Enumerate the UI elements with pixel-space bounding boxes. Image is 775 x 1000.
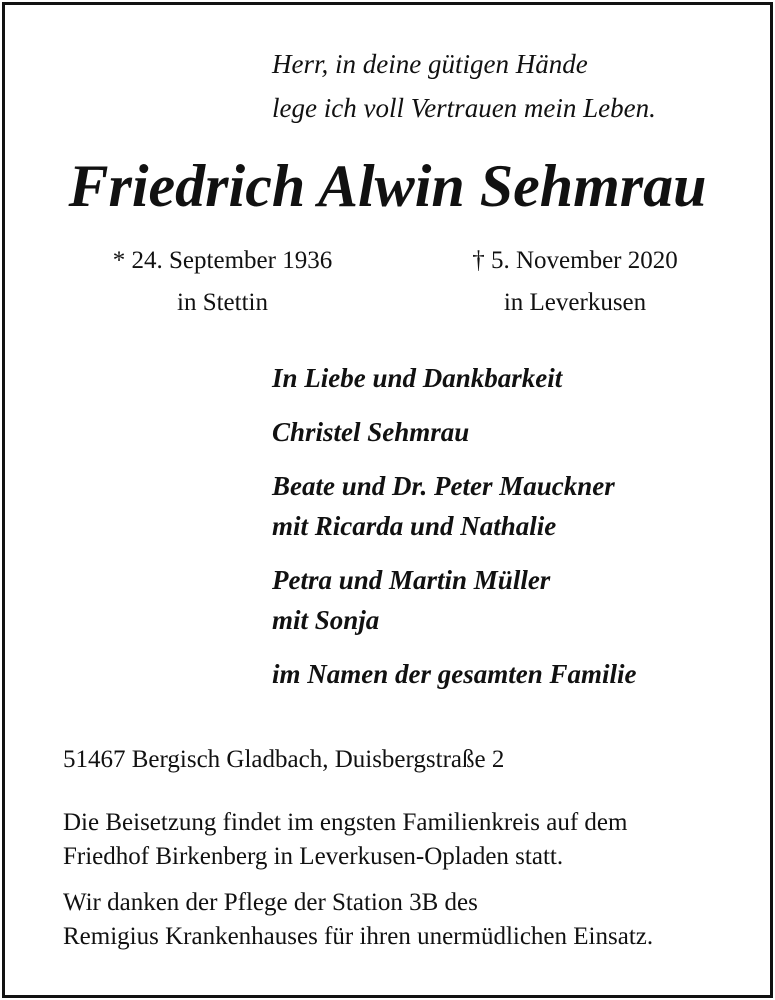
death-place: in Leverkusen (503, 289, 647, 316)
thanks-line-1: Wir danken der Pflege der Station 3B des (63, 889, 478, 916)
family-address: 51467 Bergisch Gladbach, Duisbergstraße 2 (63, 746, 505, 773)
thanks-line-2: Remigius Krankenhauses für ihren unermüdlichen Einsatz. (63, 923, 654, 950)
motto-line-2: lege ich voll Vertrauen mein Leben. (272, 93, 656, 123)
mourners-list (272, 358, 637, 708)
mourners-family-2-line-1: Petra und Martin Müller (272, 565, 551, 595)
deceased-name: Friedrich Alwin Sehmrau (68, 153, 707, 219)
mourners-spouse: Christel Sehmrau (272, 417, 470, 447)
mourners-family-2 (272, 560, 637, 640)
motto-line-1: Herr, in deine gütigen Hände (272, 49, 588, 79)
mourners-spouse-group (272, 412, 637, 452)
funeral-notice-line-1: Die Beisetzung findet im engsten Familienkreis auf dem (63, 809, 628, 836)
birth-info (60, 240, 385, 324)
death-date: † 5. November 2020 (472, 247, 678, 274)
funeral-notice (63, 806, 653, 874)
mourners-family-2-line-2: mit Sonja (272, 605, 380, 635)
motto-verse (272, 42, 656, 130)
mourners-intro: In Liebe und Dankbarkeit (272, 363, 563, 393)
thanks-notice (63, 886, 653, 954)
mourners-intro-group (272, 358, 637, 398)
mourners-closing-group (272, 654, 637, 694)
death-info (410, 240, 740, 324)
birth-date: * 24. September 1936 (112, 247, 333, 274)
mourners-closing: im Namen der gesamten Familie (272, 659, 637, 689)
mourners-family-1-line-1: Beate und Dr. Peter Mauckner (272, 471, 615, 501)
funeral-notice-line-2: Friedhof Birkenberg in Leverkusen-Opladen statt. (63, 843, 564, 870)
notice-text (63, 806, 653, 966)
mourners-family-1-line-2: mit Ricarda und Nathalie (272, 511, 557, 541)
mourners-family-1 (272, 466, 637, 546)
birth-place: in Stettin (177, 289, 268, 316)
